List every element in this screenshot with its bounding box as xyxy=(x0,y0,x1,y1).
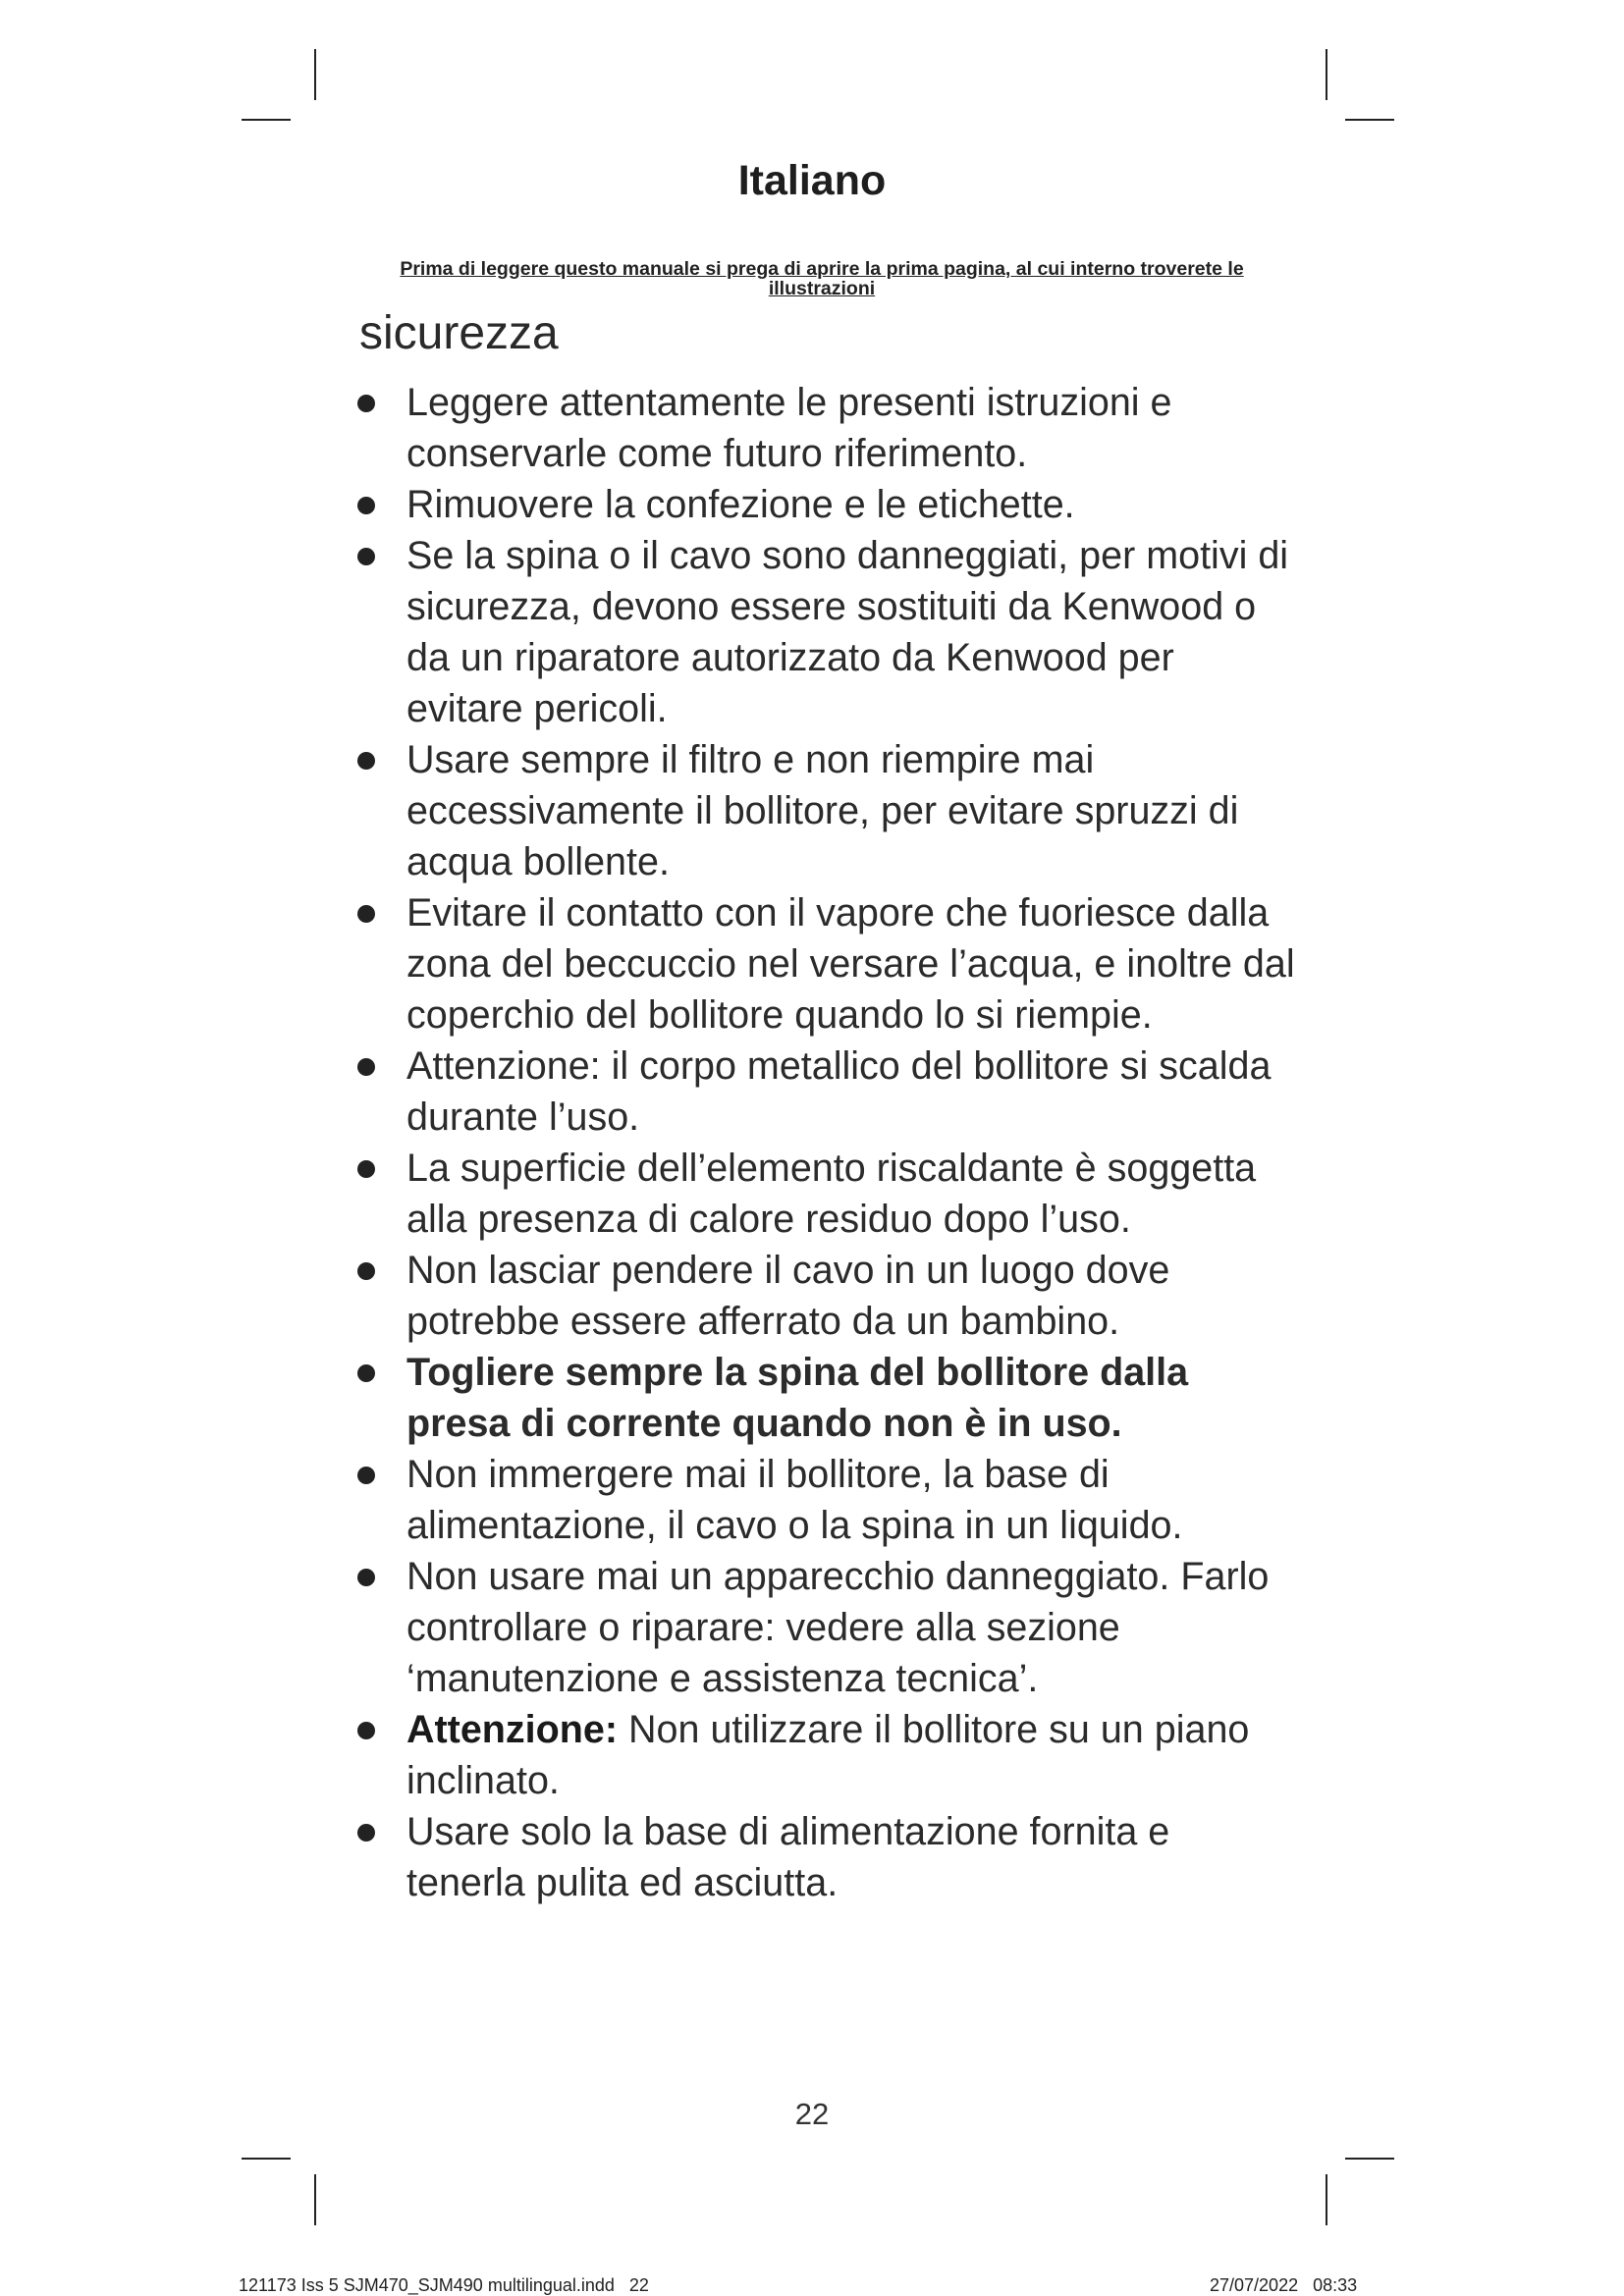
crop-mark xyxy=(1345,119,1394,121)
bullet-icon xyxy=(357,1824,375,1842)
bullet-icon xyxy=(357,1722,375,1739)
list-item-text: La superficie dell’elemento riscaldante è soggetta alla presenza di calore residuo dopo l’uso. xyxy=(406,1147,1257,1241)
list-item xyxy=(355,1041,1298,1143)
crop-mark xyxy=(1326,49,1327,100)
list-item-text: Leggere attentamente le presenti istruzioni e conservarle come futuro riferimento. xyxy=(406,381,1172,475)
list-item xyxy=(355,377,1298,479)
list-item-warning xyxy=(355,1347,1298,1449)
list-item xyxy=(355,887,1298,1041)
list-item-text: Attenzione: il corpo metallico del bollitore si scalda durante l’uso. xyxy=(406,1044,1272,1139)
list-item-text: Togliere sempre la spina del bollitore dalla presa di corrente quando non è in uso. xyxy=(406,1351,1189,1445)
warning-lead: Attenzione: xyxy=(406,1708,619,1751)
crop-mark xyxy=(1345,2158,1394,2160)
list-item-text: Non utilizzare il bollitore su un piano inclinato. xyxy=(406,1708,1250,1802)
bullet-icon xyxy=(357,1364,375,1382)
crop-mark xyxy=(242,2158,291,2160)
bullet-icon xyxy=(357,548,375,565)
list-item xyxy=(355,1143,1298,1245)
page-title: Italiano xyxy=(737,157,887,204)
bullet-icon xyxy=(357,497,375,514)
bullet-icon xyxy=(357,1160,375,1178)
list-item xyxy=(355,734,1298,887)
bullet-icon xyxy=(357,1058,375,1076)
list-item xyxy=(355,479,1298,530)
print-slug-date: 27/07/2022 08:33 xyxy=(1210,2275,1358,2295)
list-item xyxy=(355,1449,1298,1551)
list-item-text: Rimuovere la confezione e le etichette. xyxy=(406,483,1075,526)
list-item-text: Non lasciar pendere il cavo in un luogo dove potrebbe essere afferrato da un bambino. xyxy=(406,1249,1170,1343)
page-number: 22 xyxy=(794,2097,830,2131)
bullet-icon xyxy=(357,1467,375,1484)
list-item-text: Evitare il contatto con il vapore che fuoriesce dalla zona del beccuccio nel versare l’acqua, e inoltre dal coperchio del bollitore quando lo si riempie. xyxy=(406,891,1295,1037)
list-item xyxy=(355,1704,1298,1806)
bullet-icon xyxy=(357,1569,375,1586)
bullet-icon xyxy=(357,1262,375,1280)
list-item xyxy=(355,1245,1298,1347)
safety-list xyxy=(355,377,1298,1908)
section-heading: sicurezza xyxy=(359,307,559,359)
list-item-text: Se la spina o il cavo sono danneggiati, per motivi di sicurezza, devono essere sostituiti da Kenwood o da un riparatore autorizzato da Kenwood per evitare pericoli. xyxy=(406,534,1289,730)
list-item-text: Non usare mai un apparecchio danneggiato. Farlo controllare o riparare: vedere alla sezione ‘manutenzione e assistenza tecnica’. xyxy=(406,1555,1270,1700)
bullet-icon xyxy=(357,752,375,770)
list-item xyxy=(355,1806,1298,1908)
crop-mark xyxy=(1326,2174,1327,2225)
bullet-icon xyxy=(357,905,375,923)
crop-mark xyxy=(314,2174,316,2225)
illustrations-notice: Prima di leggere questo manuale si prega di aprire la prima pagina, al cui interno troverete le illustrazioni xyxy=(400,258,1244,299)
list-item-text: Non immergere mai il bollitore, la base di alimentazione, il cavo o la spina in un liquido. xyxy=(406,1453,1183,1547)
list-item-text: Usare solo la base di alimentazione fornita e tenerla pulita ed asciutta. xyxy=(406,1810,1170,1904)
crop-mark xyxy=(242,119,291,121)
list-item xyxy=(355,1551,1298,1704)
print-slug-file: 121173 Iss 5 SJM470_SJM490 multilingual.indd 22 xyxy=(239,2275,649,2295)
list-item-text: Usare sempre il filtro e non riempire mai eccessivamente il bollitore, per evitare spruzzi di acqua bollente. xyxy=(406,738,1239,883)
bullet-icon xyxy=(357,395,375,412)
crop-mark xyxy=(314,49,316,100)
list-item xyxy=(355,530,1298,734)
